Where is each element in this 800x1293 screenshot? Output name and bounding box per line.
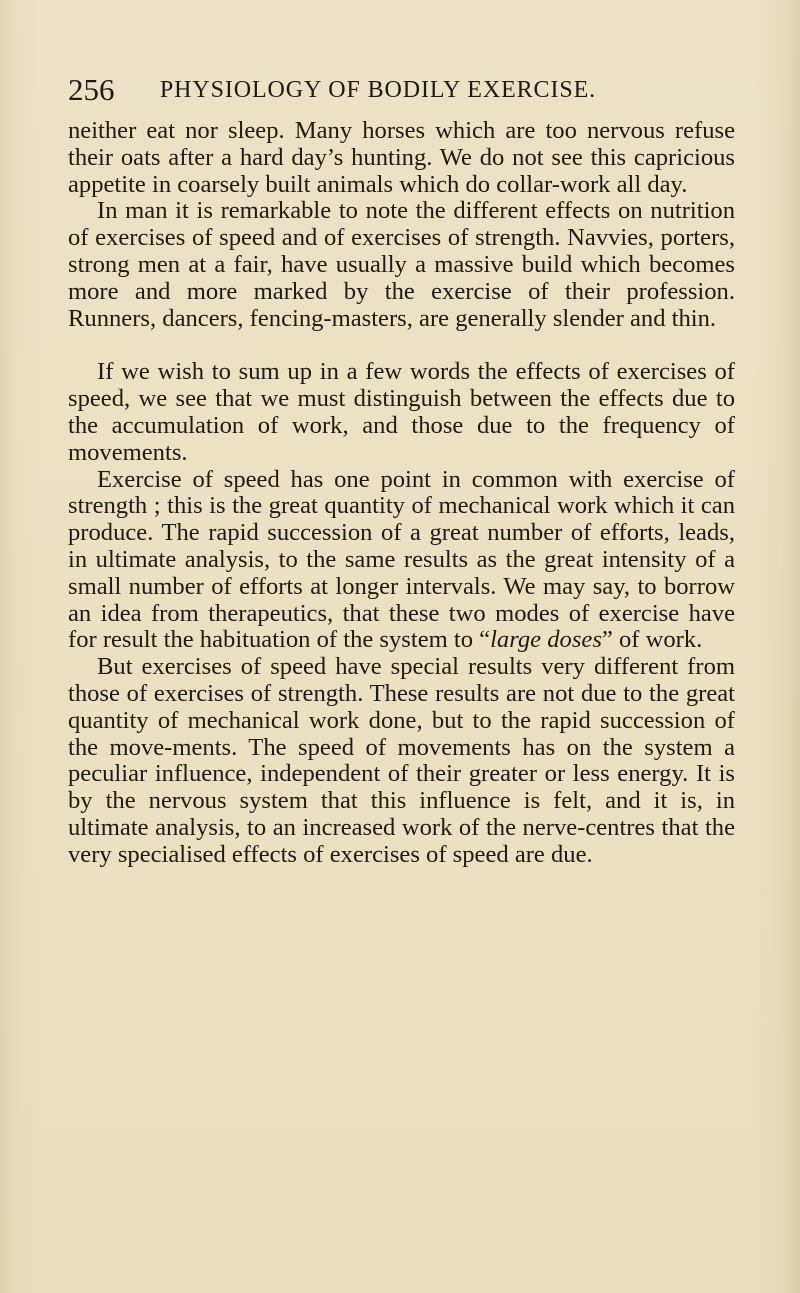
paragraph-4-text-part-2: ” of work. (601, 626, 703, 654)
large-doses-text: large doses (490, 626, 602, 654)
paragraph-3: If we wish to sum up in a few words the effects of exercises of speed, we see that we must distinguish between the effects due to the accumulation of work, and those due to the frequency of movements. (68, 358, 735, 466)
paragraph-1: neither eat nor sleep. Many horses which are too nervous refuse their oats after a hard day’s hunting. We do not see this capricious appetite in coarsely built animals which do collar-work all day. (68, 117, 735, 198)
page-header (0, 72, 800, 108)
paragraph-4-text-part-1: Exercise of speed has one point in common with exercise of strength ; this is the great quantity of mechanical work which it can produce. The rapid succession of a great number of efforts, leads, in ultimate analysis, to the same results as the great intensity of a small number of efforts at longer intervals. We may say, to borrow an idea from therapeutics, that these two modes of exercise have for result the habituation of the system to “ (68, 465, 735, 654)
page-number: 256 (68, 72, 115, 107)
paragraph-4 (68, 467, 735, 655)
paragraph-2: In man it is remarkable to note the different effects on nutrition of exercises of speed and of exercises of strength. Navvies, porters, strong men at a fair, have usually a massive build which becomes more and more marked by the exercise of their profession. Runners, dancers, fencing-masters, are generally slender and thin. (68, 197, 735, 332)
running-title: PHYSIOLOGY OF BODILY EXERCISE. (159, 77, 597, 103)
body-text (68, 118, 735, 869)
paragraph-5: But exercises of speed have special results very different from those of exercises of strength. These results are not due to the great quantity of mechanical work done, but to the rapid succession of the move-ments. The speed of movements has on the system a peculiar influence, independent of their greater or less energy. It is by the nervous system that this influence is felt, and it is, in ultimate analysis, to an increased work of the nerve-centres that the very specialised effects of exercises of speed are due. (68, 653, 735, 868)
